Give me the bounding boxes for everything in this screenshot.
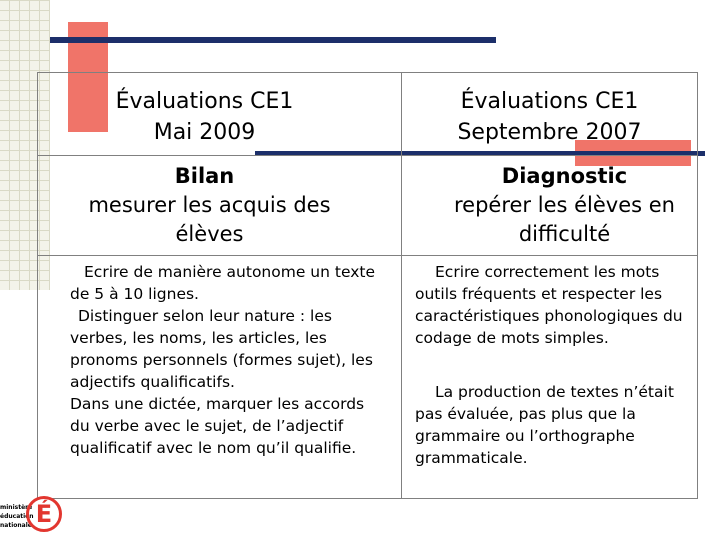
- right-header-line1: Évaluations CE1: [460, 89, 639, 114]
- left-item-1: Ecrire de manière autonome un texte de 5 à 10 lignes.: [70, 263, 376, 303]
- logo-text-3: nationale: [0, 522, 32, 529]
- logo-text-1: ministère: [0, 504, 33, 511]
- left-header-line1: Évaluations CE1: [115, 89, 294, 114]
- ministry-logo: [0, 486, 70, 540]
- left-details-cell: [38, 256, 402, 499]
- logo-text-2: éducation: [0, 513, 34, 520]
- logo-letter: É: [35, 500, 53, 528]
- right-item-2: La production de textes n’était pas évaluée, pas plus que la grammaire ou l’orthographe grammaticale.: [415, 383, 674, 467]
- header-row: [38, 73, 698, 156]
- left-item-3: Dans une dictée, marquer les accords du verbe avec le sujet, de l’adjectif qualificatif avec le nom qu’il qualifie.: [70, 395, 365, 457]
- right-purpose-cell: [402, 156, 698, 256]
- details-row: [38, 256, 698, 499]
- left-header-cell: [38, 73, 402, 156]
- left-header-line2: Mai 2009: [153, 120, 256, 145]
- comparison-table: [37, 72, 698, 499]
- right-purpose-desc: repérer les élèves en difficulté: [454, 193, 675, 246]
- right-details-cell: [402, 256, 698, 499]
- navy-bar-top: [50, 37, 496, 43]
- right-item-1: Ecrire correctement les mots outils fréquents et respecter les caractéristiques phonologiques du codage de mots simples.: [415, 263, 683, 347]
- left-purpose-cell: [38, 156, 402, 256]
- right-purpose-title: Diagnostic: [501, 164, 628, 188]
- left-purpose-desc: mesurer les acquis des élèves: [88, 193, 331, 246]
- left-purpose-title: Bilan: [174, 164, 235, 188]
- purpose-row: [38, 156, 698, 256]
- right-header-line2: Septembre 2007: [457, 120, 642, 145]
- left-item-2: Distinguer selon leur nature : les verbes, les noms, les articles, les pronoms personnels (formes sujet), les adjectifs qualificatifs.: [70, 307, 373, 391]
- right-header-cell: [402, 73, 698, 156]
